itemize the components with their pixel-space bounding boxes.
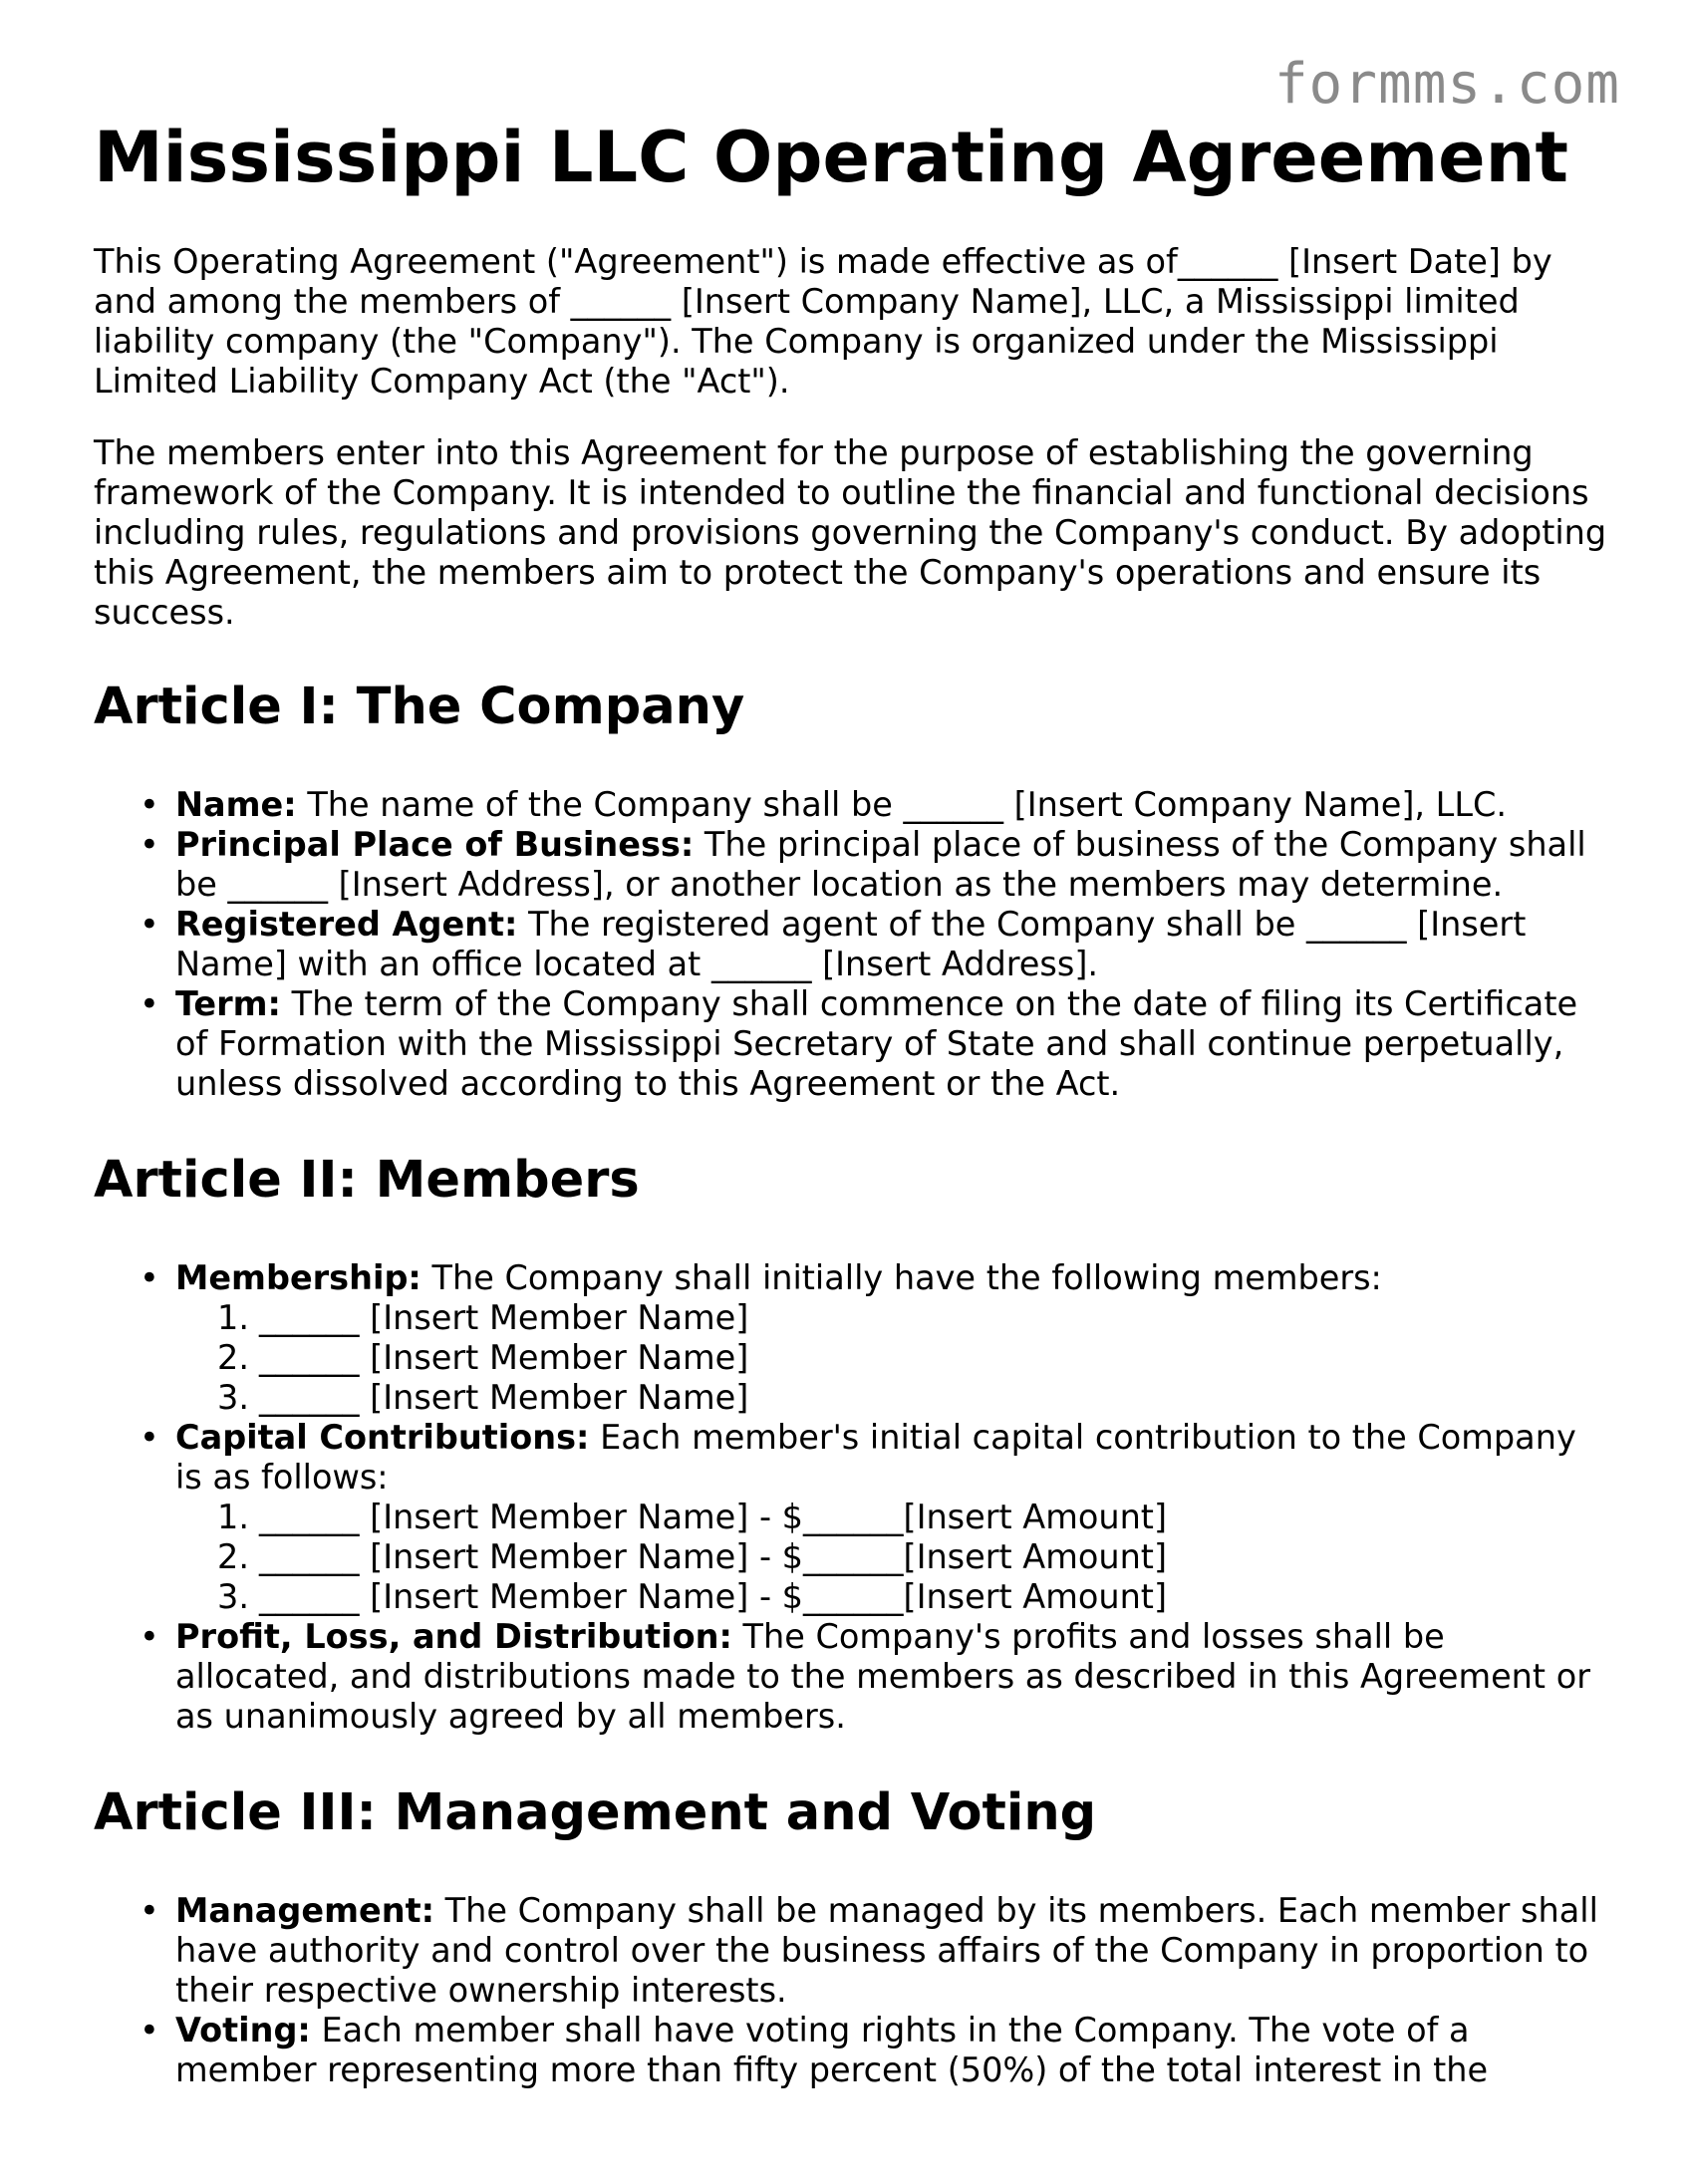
item-text: Each member's initial capital contribution to the Company is as follows:: [175, 1417, 1576, 1497]
list-number: 2.: [217, 1536, 249, 1576]
item-label: Registered Agent:: [175, 904, 518, 944]
item-label: Name:: [175, 784, 297, 824]
item-text: Each member shall have voting rights in the Company. The vote of a member representing more than fifty percent (50%) of the total interest in the: [175, 2011, 1489, 2090]
list-text: ______ [Insert Member Name] - $______[Insert Amount]: [259, 1497, 1168, 1536]
capital-list-item: [175, 1537, 1608, 1577]
article-2-list: [94, 1258, 1608, 1737]
item-text: The name of the Company shall be ______ [Insert Company Name], LLC.: [296, 784, 1508, 824]
article-2-item-capital-contributions: [94, 1418, 1608, 1617]
article-1-list: [94, 785, 1608, 1104]
member-list-item: [175, 1338, 1608, 1378]
list-text: ______ [Insert Member Name]: [259, 1377, 749, 1417]
article-1-item-registered-agent: [94, 905, 1608, 984]
watermark: formms.com: [1273, 52, 1620, 117]
item-label: Capital Contributions:: [175, 1417, 590, 1457]
item-text: The term of the Company shall commence on the date of filing its Certificate of Formation with the Mississippi Secretary of State and shall continue perpetually, unless dissolved according to this Agreement or the Act.: [175, 983, 1578, 1103]
list-number: 3.: [217, 1377, 249, 1417]
item-label: Voting:: [175, 2011, 311, 2050]
article-1-item-name: [94, 785, 1608, 825]
article-3-heading: Article III: Management and Voting: [94, 1782, 1097, 1842]
intro-paragraph-2: The members enter into this Agreement for the purpose of establishing the governing framework of the Company. It is intended to outline the financial and functional decisions including rules, regulations and provisions governing the Company's conduct. By adopting this Agreement, the members aim to protect the Company's operations and ensure its success.: [94, 432, 1607, 632]
list-text: ______ [Insert Member Name] - $______[Insert Amount]: [259, 1576, 1168, 1616]
article-2-heading: Article II: Members: [94, 1150, 640, 1210]
item-label: Profit, Loss, and Distribution:: [175, 1616, 732, 1656]
item-text: The registered agent of the Company shall be ______ [Insert Name] with an office located at ______ [Insert Address].: [175, 904, 1527, 983]
article-2-item-membership: [94, 1258, 1608, 1418]
article-1-heading: Article I: The Company: [94, 677, 745, 736]
list-text: ______ [Insert Member Name] - $______[Insert Amount]: [259, 1536, 1168, 1576]
article-3-item-voting: [94, 2011, 1608, 2090]
article-3-list: [94, 1891, 1608, 2090]
list-number: 3.: [217, 1576, 249, 1616]
item-label: Management:: [175, 1891, 434, 1931]
list-text: ______ [Insert Member Name]: [259, 1297, 749, 1337]
item-label: Principal Place of Business:: [175, 824, 695, 864]
item-text: The principal place of business of the Company shall be ______ [Insert Address], or another location as the members may determine.: [175, 824, 1586, 904]
member-list: [175, 1298, 1608, 1418]
capital-list: [175, 1498, 1608, 1617]
article-2-item-profit-loss: [94, 1617, 1608, 1737]
item-text: The Company's profits and losses shall be allocated, and distributions made to the members as described in this Agreement or as unanimously agreed by all members.: [175, 1616, 1590, 1736]
document-title: Mississippi LLC Operating Agreement: [94, 117, 1568, 198]
item-label: Membership:: [175, 1257, 422, 1297]
member-list-item: [175, 1378, 1608, 1418]
list-number: 2.: [217, 1337, 249, 1377]
document-page: [94, 118, 1608, 2136]
item-label: Term:: [175, 983, 281, 1023]
capital-list-item: [175, 1498, 1608, 1537]
list-text: ______ [Insert Member Name]: [259, 1337, 749, 1377]
item-text: The Company shall initially have the following members:: [421, 1257, 1382, 1297]
article-3-item-management: [94, 1891, 1608, 2011]
list-number: 1.: [217, 1497, 249, 1536]
list-number: 1.: [217, 1297, 249, 1337]
member-list-item: [175, 1298, 1608, 1338]
article-1-item-principal-place: [94, 825, 1608, 905]
capital-list-item: [175, 1577, 1608, 1617]
intro-paragraph-1: This Operating Agreement ("Agreement") is made effective as of______ [Insert Date] by and among the members of ______ [Insert Company Name], LLC, a Mississippi limited liability company (the "Company"). The Company is organized under the Mississippi Limited Liability Company Act (the "Act").: [94, 241, 1552, 401]
item-text: The Company shall be managed by its members. Each member shall have authority and control over the business affairs of the Company in proportion to their respective ownership interests.: [175, 1891, 1598, 2011]
article-1-item-term: [94, 984, 1608, 1104]
